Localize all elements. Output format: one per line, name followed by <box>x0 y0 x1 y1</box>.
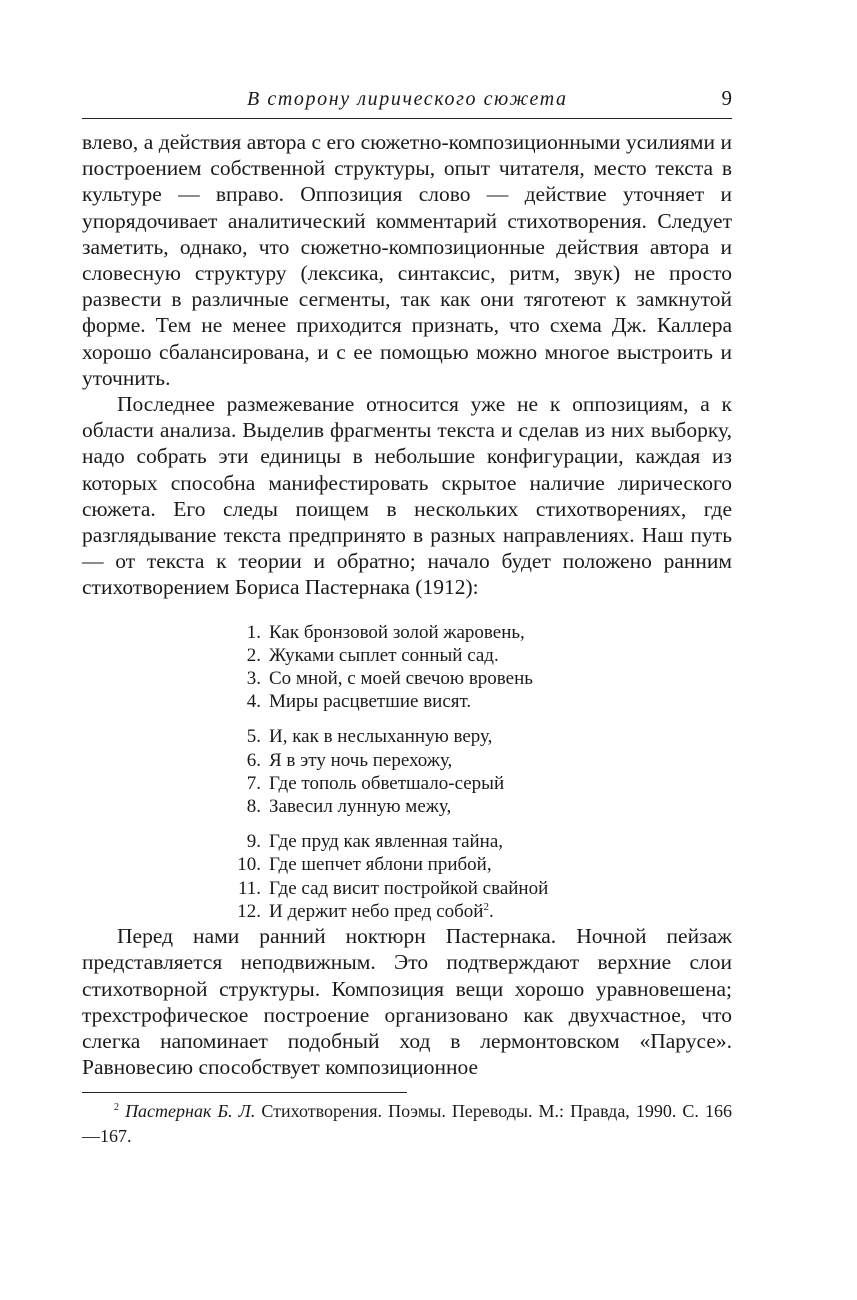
verse-text: Где сад висит постройкой свайной <box>269 877 549 899</box>
verse-number: 2. <box>246 644 261 666</box>
main-text <box>82 129 732 1080</box>
verse-text: Я в эту ночь перехожу, <box>269 749 453 771</box>
running-header <box>82 86 732 119</box>
verse-line <box>227 667 732 690</box>
verse-text: Со мной, с моей свечою вровень <box>269 668 533 690</box>
footnote-divider <box>82 1092 407 1093</box>
verse-line <box>227 830 732 853</box>
verse-number: 3. <box>246 668 261 690</box>
stanza-2 <box>227 725 732 818</box>
running-title: В сторону лирического сюжета <box>247 88 568 110</box>
verse-text: Жуками сыплет сонный сад. <box>269 644 499 666</box>
verse-number: 9. <box>246 831 261 853</box>
verse-number: 10. <box>237 854 261 876</box>
verse-number: 12. <box>237 900 261 922</box>
verse-line <box>227 772 732 795</box>
verse-line <box>227 900 732 923</box>
verse-text: И, как в неслыханную веру, <box>269 726 493 748</box>
verse-punctuation: . <box>488 900 494 922</box>
stanza-3 <box>227 830 732 923</box>
footnote-text: Стихотворения. Поэмы. Переводы. М.: Правда, 1990. С. 166—167. <box>82 1101 732 1147</box>
verse-number: 1. <box>246 621 261 643</box>
verse-text: Где шепчет яблони прибой, <box>269 854 492 876</box>
verse-number: 6. <box>246 749 261 771</box>
verse-number: 11. <box>237 877 261 899</box>
verse-line <box>227 644 732 667</box>
verse-number: 7. <box>246 772 261 794</box>
verse-number: 5. <box>246 726 261 748</box>
verse-text: Как бронзовой золой жаровень, <box>269 621 525 643</box>
verse-text: Где тополь обветшало-серый <box>269 772 505 794</box>
verse-line <box>227 795 732 818</box>
footnote <box>82 1099 732 1149</box>
footnote-reference[interactable]: 2 <box>483 900 489 913</box>
verse-text: Миры расцветшие висят. <box>269 691 472 713</box>
page-number: 9 <box>721 86 732 110</box>
book-page <box>82 86 732 1149</box>
verse-line <box>227 749 732 772</box>
verse-text: И держит небо пред собой <box>269 900 484 922</box>
paragraph: Перед нами ранний ноктюрн Пастернака. Ночной пейзаж представляется неподвижным. Это подтверждают верхние слои стихотворной структуры. Композиция вещи хорошо уравновешена; трехстрофическое построение организовано как двухчастное, что слегка напоминает подобный ход в лермонтовском «Парусе». Равновесию способствует композиционное <box>82 924 732 1080</box>
paragraph-continued: влево, а действия автора с его сюжетно-композиционными усилиями и построением собственной структуры, опыт читателя, место текста в культуре — вправо. Оппозиция слово — действие уточняет и упорядочивает аналитический комментарий стихотворения. Следует заметить, однако, что сюжетно-композиционные действия автора и словесную структуру (лексика, синтаксис, ритм, звук) не просто развести в различные сегменты, так как они тяготеют к замкнутой форме. Тем не менее приходится признать, что схема Дж. Каллера хорошо сбалансирована, и с ее помощью можно многое выстроить и уточнить. <box>82 130 732 390</box>
verse-line <box>227 877 732 900</box>
verse-line <box>227 621 732 644</box>
verse-line <box>227 725 732 748</box>
verse-line <box>227 853 732 876</box>
paragraph: Последнее размежевание относится уже не к оппозициям, а к области анализа. Выделив фрагменты текста и сделав из них выборку, надо собрать эти единицы в небольшие конфигурации, каждая из которых способна манифестировать скрытое наличие лирического сюжета. Его следы поищем в нескольких стихотворениях, где разглядывание текста предпринято в разных направлениях. Наш путь — от текста к теории и обратно; начало будет положено ранним стихотворением Бориса Пастернака (1912): <box>82 392 732 600</box>
verse-number: 4. <box>246 691 261 713</box>
verse-text-with-note <box>269 900 494 923</box>
verse-text: Завесил лунную межу, <box>269 796 452 818</box>
verse-line <box>227 690 732 713</box>
verse-number: 8. <box>246 796 261 818</box>
footnote-marker: 2 <box>114 1102 119 1114</box>
footnote-author: Пастернак Б. Л. <box>125 1101 256 1122</box>
poem-quotation <box>82 621 732 923</box>
verse-text: Где пруд как явленная тайна, <box>269 831 504 853</box>
stanza-1 <box>227 621 732 714</box>
